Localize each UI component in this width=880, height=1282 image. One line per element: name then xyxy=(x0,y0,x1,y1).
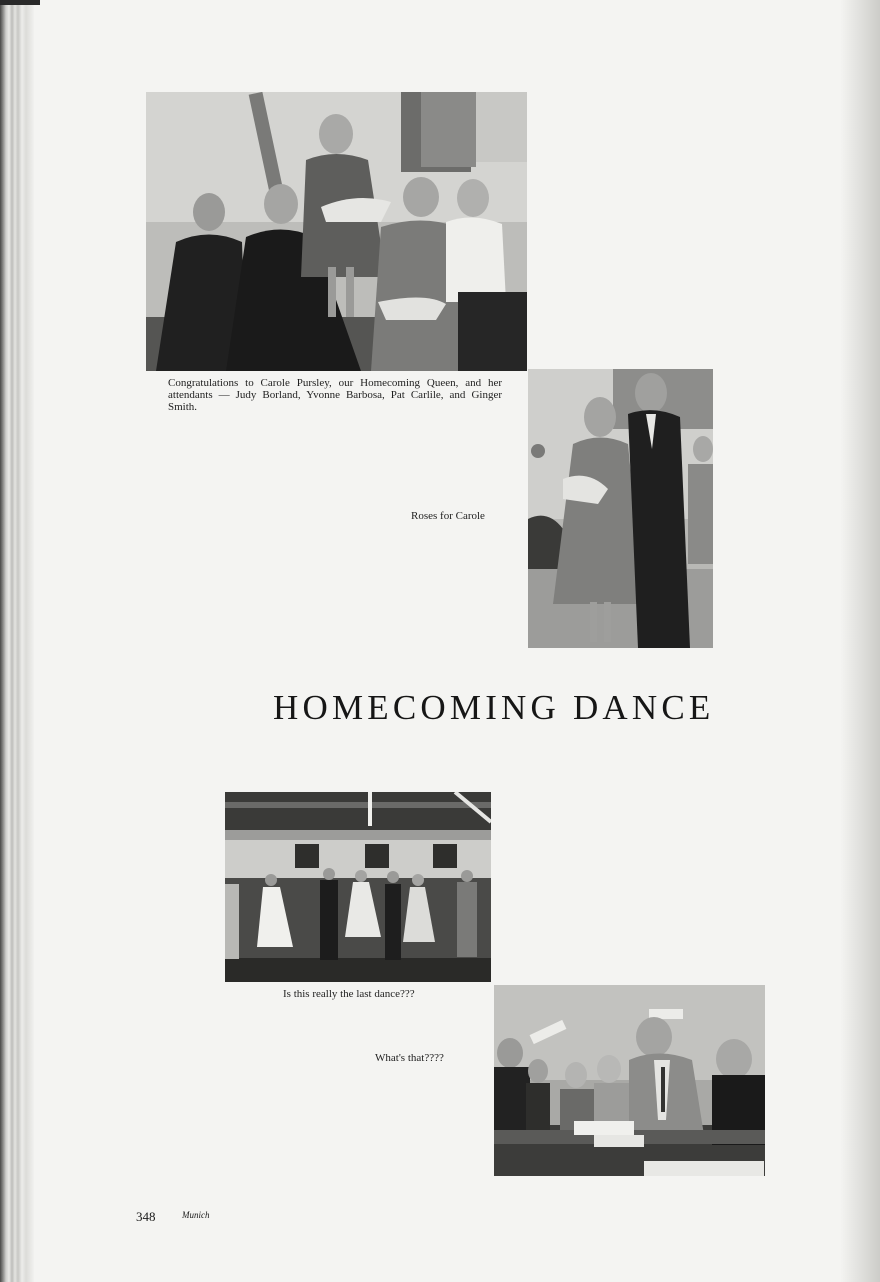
caption-whats-that: What's that???? xyxy=(375,1052,444,1064)
photo-last-dance xyxy=(225,792,491,982)
caption-homecoming-queen: Congratulations to Carole Pursley, our Homecoming Queen, and her attendants — Judy Borland, Yvonne Barbosa, Pat Carlile, and Ginger Smith. xyxy=(168,377,502,413)
photo-roses-for-carole xyxy=(528,369,713,648)
page-edge-shadow xyxy=(840,0,880,1282)
page-title: HOMECOMING DANCE xyxy=(273,688,715,727)
photo-homecoming-queen-court xyxy=(146,92,527,371)
running-title: Munich xyxy=(182,1210,210,1220)
caption-last-dance: Is this really the last dance??? xyxy=(283,988,415,1000)
binding-top-mark xyxy=(0,0,40,5)
caption-roses-for-carole: Roses for Carole xyxy=(411,510,485,522)
page-number: 348 xyxy=(136,1209,156,1224)
book-binding-edge xyxy=(0,0,34,1282)
photo-whats-that xyxy=(494,985,765,1176)
